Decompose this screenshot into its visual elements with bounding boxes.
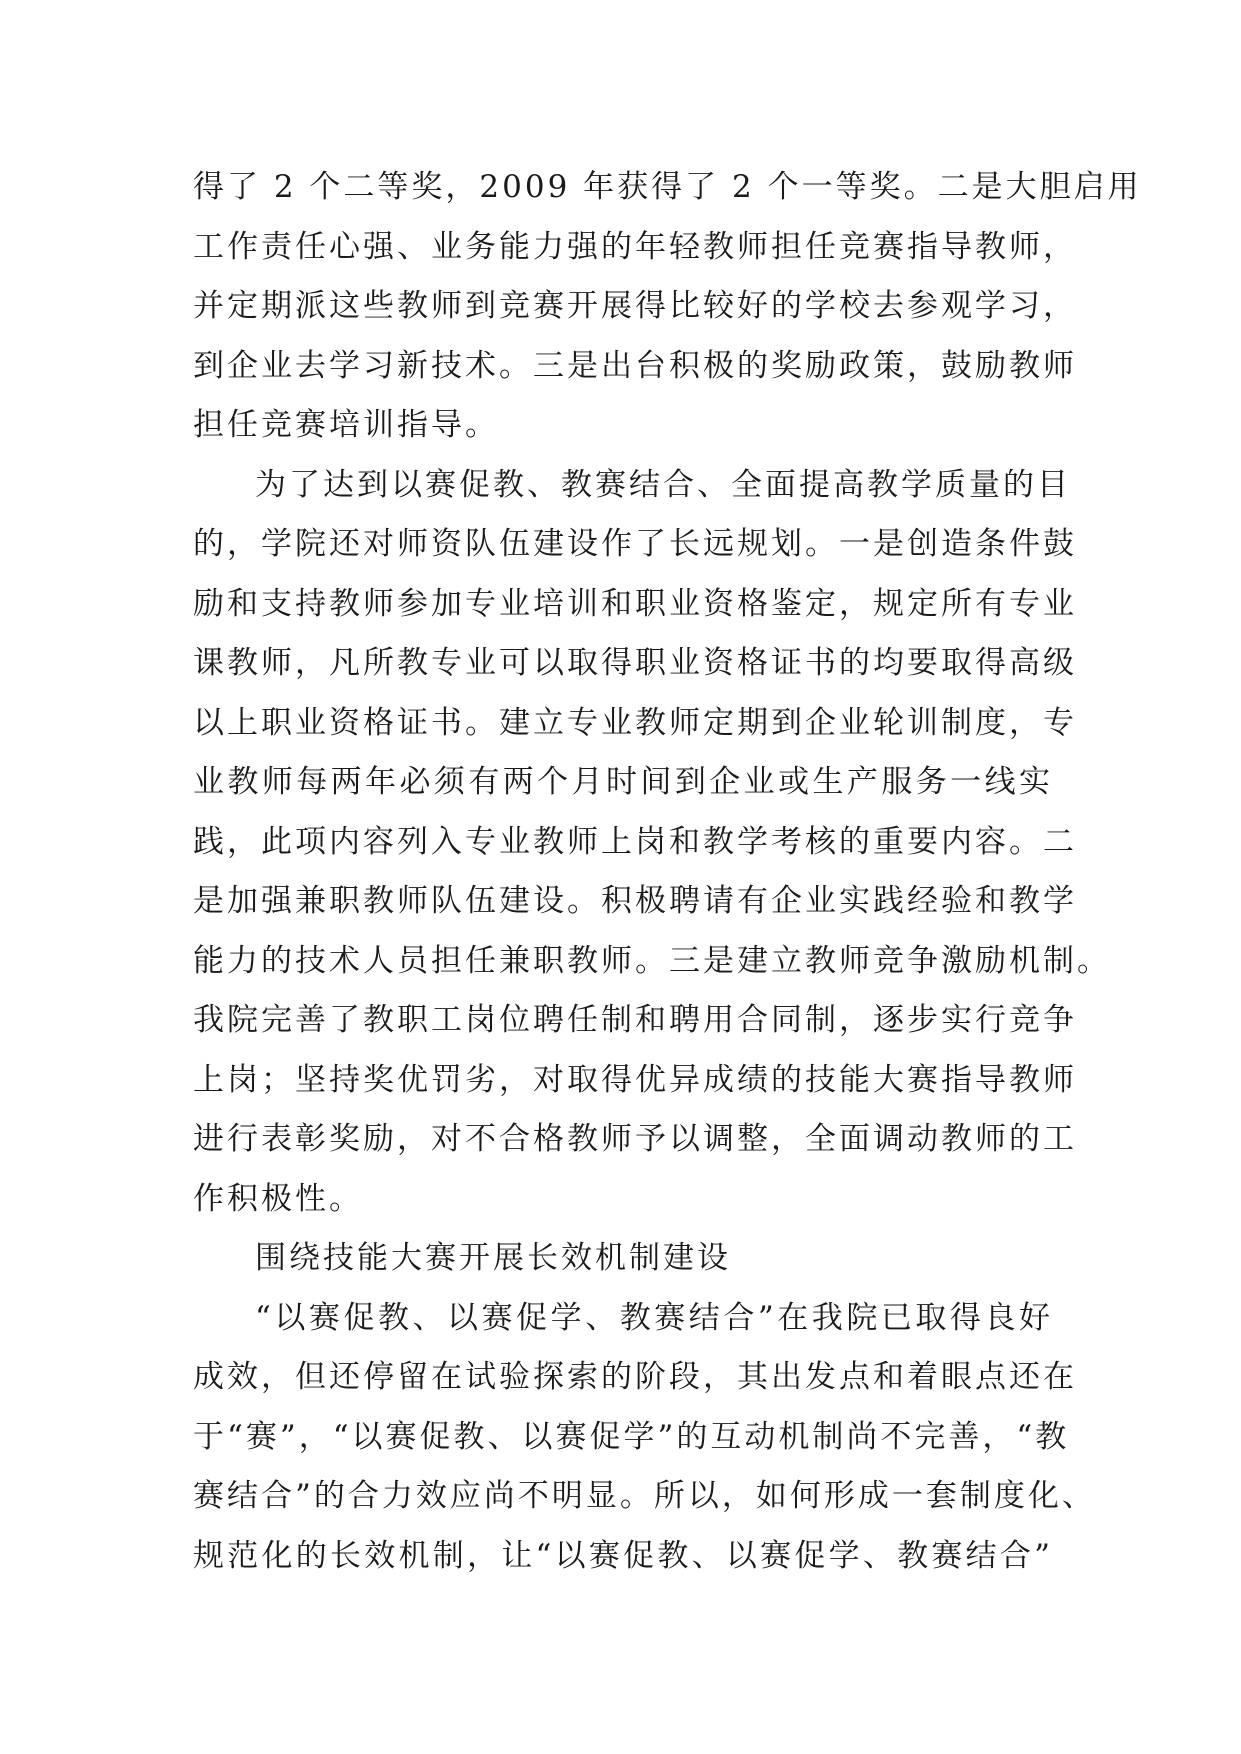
text-line-23: 赛结合”的合力效应尚不明显。所以，如何形成一套制度化、: [193, 1478, 1096, 1514]
text-line-13: 是加强兼职教师队伍建设。积极聘请有企业实践经验和教学: [193, 883, 1077, 919]
text-line-17: 进行表彰奖励，对不合格教师予以调整，全面调动教师的工: [193, 1121, 1077, 1157]
text-line-20: “以赛促教、以赛促学、教赛结合”在我院已取得良好: [255, 1299, 1053, 1336]
text-line-9: 课教师，凡所教专业可以取得职业资格证书的均要取得高级: [193, 645, 1077, 681]
text-line-22: 于“赛”，“以赛促教、以赛促学”的互动机制尚不完善，“教: [193, 1418, 1070, 1455]
text-line-1: 得了 2 个二等奖，2009 年获得了 2 个一等奖。二是大胆启用: [193, 169, 1142, 205]
text-line-11: 业教师每两年必须有两个月时间到企业或生产服务一线实: [193, 764, 1053, 800]
text-line-10: 以上职业资格证书。建立专业教师定期到企业轮训制度，专: [193, 704, 1077, 741]
text-line-16: 上岗；坚持奖优罚劣，对取得优异成绩的技能大赛指导教师: [193, 1061, 1077, 1098]
text-line-3: 并定期派这些教师到竞赛开展得比较好的学校去参观学习，: [193, 288, 1077, 324]
text-line-4: 到企业去学习新技术。三是出台积极的奖励政策，鼓励教师: [193, 347, 1077, 384]
text-line-15: 我院完善了教职工岗位聘任制和聘用合同制，逐步实行竞争: [193, 1002, 1077, 1038]
text-line-2: 工作责任心强、业务能力强的年轻教师担任竞赛指导教师，: [193, 228, 1077, 265]
text-line-24: 规范化的长效机制，让“以赛促教、以赛促学、教赛结合”: [193, 1537, 1053, 1574]
body-text: [193, 158, 1142, 1586]
text-line-14: 能力的技术人员担任兼职教师。三是建立教师竞争激励机制。: [193, 942, 1111, 979]
text-line-7: 的，学院还对师资队伍建设作了长远规划。一是创造条件鼓: [193, 526, 1077, 562]
text-line-8: 励和支持教师参加专业培训和职业资格鉴定，规定所有专业: [193, 585, 1077, 622]
section-heading: 围绕技能大赛开展长效机制建设: [255, 1240, 731, 1276]
text-line-5: 担任竞赛培训指导。: [193, 407, 499, 443]
text-line-18: 作积极性。: [193, 1180, 363, 1217]
text-line-21: 成效，但还停留在试验探索的阶段，其出发点和着眼点还在: [193, 1359, 1077, 1395]
text-line-6: 为了达到以赛促教、教赛结合、全面提高教学质量的目: [255, 466, 1071, 503]
text-line-12: 践，此项内容列入专业教师上岗和教学考核的重要内容。二: [193, 823, 1077, 860]
